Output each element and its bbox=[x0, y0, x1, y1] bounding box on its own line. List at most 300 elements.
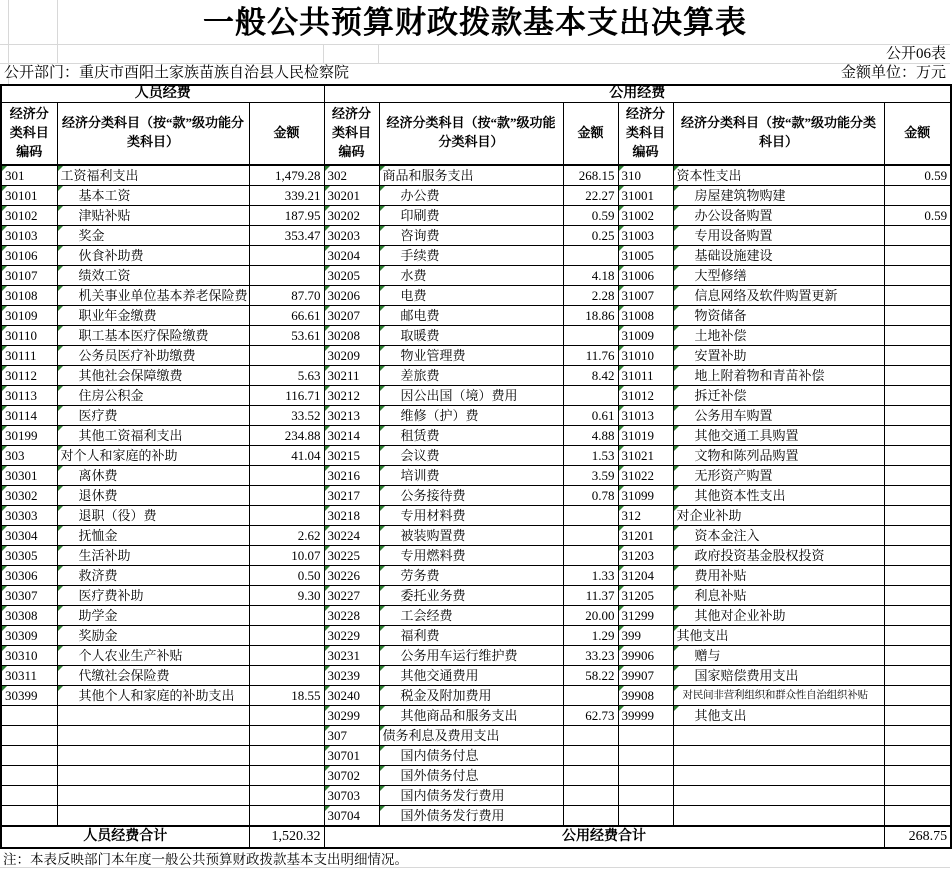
amount-cell bbox=[884, 445, 951, 465]
public-total-label: 公用经费合计 bbox=[324, 826, 884, 848]
table-row bbox=[1, 165, 951, 186]
code-cell: 30239 bbox=[324, 665, 379, 685]
amount-cell: 116.71 bbox=[249, 385, 324, 405]
table-body bbox=[1, 165, 951, 826]
table-row bbox=[1, 525, 951, 545]
amount-cell bbox=[563, 325, 618, 345]
amount-cell: 1.29 bbox=[563, 625, 618, 645]
amount-cell: 0.59 bbox=[884, 205, 951, 225]
code-cell: 31009 bbox=[618, 325, 673, 345]
subject-cell: 房屋建筑物购建 bbox=[673, 185, 884, 205]
code-cell bbox=[1, 705, 57, 725]
code-cell: 39907 bbox=[618, 665, 673, 685]
amount-cell bbox=[884, 345, 951, 365]
column-header-row bbox=[1, 103, 951, 165]
amount-cell bbox=[884, 585, 951, 605]
subject-cell: 工会经费 bbox=[379, 605, 563, 625]
code-cell: 301 bbox=[1, 165, 57, 186]
subject-cell: 公务用车运行维护费 bbox=[379, 645, 563, 665]
code-cell: 31203 bbox=[618, 545, 673, 565]
code-cell: 30106 bbox=[1, 245, 57, 265]
subject-cell: 国内债务发行费用 bbox=[379, 785, 563, 805]
table-row bbox=[1, 445, 951, 465]
table-row bbox=[1, 645, 951, 665]
subject-cell bbox=[57, 705, 249, 725]
amount-cell: 1.53 bbox=[563, 445, 618, 465]
amount-cell: 11.76 bbox=[563, 345, 618, 365]
subject-cell: 水费 bbox=[379, 265, 563, 285]
code-cell: 30701 bbox=[324, 745, 379, 765]
table-row bbox=[1, 425, 951, 445]
subject-cell: 国外债务付息 bbox=[379, 765, 563, 785]
code-cell: 30216 bbox=[324, 465, 379, 485]
code-cell: 30108 bbox=[1, 285, 57, 305]
amount-cell: 8.42 bbox=[563, 365, 618, 385]
col-header-code: 经济分类科目编码 bbox=[324, 103, 379, 165]
amount-cell bbox=[884, 225, 951, 245]
subject-cell bbox=[673, 725, 884, 745]
table-row bbox=[1, 485, 951, 505]
subject-cell: 邮电费 bbox=[379, 305, 563, 325]
amount-cell: 0.59 bbox=[884, 165, 951, 186]
amount-cell bbox=[249, 485, 324, 505]
code-cell: 30229 bbox=[324, 625, 379, 645]
subject-cell: 职业年金缴费 bbox=[57, 305, 249, 325]
subject-cell: 培训费 bbox=[379, 465, 563, 485]
subject-cell: 离休费 bbox=[57, 465, 249, 485]
amount-cell bbox=[884, 525, 951, 545]
col-header-subject: 经济分类科目（按“款”级功能分类科目） bbox=[57, 103, 249, 165]
subject-cell: 专用设备购置 bbox=[673, 225, 884, 245]
code-cell: 31007 bbox=[618, 285, 673, 305]
amount-cell bbox=[249, 465, 324, 485]
subject-cell bbox=[673, 805, 884, 826]
subject-cell: 其他个人和家庭的补助支出 bbox=[57, 685, 249, 705]
code-cell: 30101 bbox=[1, 185, 57, 205]
amount-cell bbox=[249, 805, 324, 826]
subject-cell: 费用补贴 bbox=[673, 565, 884, 585]
subject-cell: 赠与 bbox=[673, 645, 884, 665]
amount-cell: 10.07 bbox=[249, 545, 324, 565]
subject-cell: 对民间非营利组织和群众性自治组织补贴 bbox=[673, 685, 884, 705]
subject-cell: 医疗费补助 bbox=[57, 585, 249, 605]
code-cell: 30113 bbox=[1, 385, 57, 405]
amount-cell bbox=[563, 685, 618, 705]
amount-cell: 58.22 bbox=[563, 665, 618, 685]
amount-cell bbox=[884, 745, 951, 765]
amount-cell: 3.59 bbox=[563, 465, 618, 485]
code-cell: 30112 bbox=[1, 365, 57, 385]
code-cell: 30218 bbox=[324, 505, 379, 525]
amount-cell bbox=[884, 325, 951, 345]
amount-cell bbox=[249, 765, 324, 785]
code-cell: 30217 bbox=[324, 485, 379, 505]
code-cell: 31013 bbox=[618, 405, 673, 425]
gridline bbox=[0, 44, 950, 45]
unit-label: 金额单位：万元 bbox=[840, 65, 946, 81]
gridline bbox=[378, 44, 379, 63]
amount-cell: 353.47 bbox=[249, 225, 324, 245]
code-cell: 30209 bbox=[324, 345, 379, 365]
amount-cell bbox=[884, 425, 951, 445]
subject-cell: 国内债务付息 bbox=[379, 745, 563, 765]
subject-cell: 劳务费 bbox=[379, 565, 563, 585]
subject-cell: 无形资产购置 bbox=[673, 465, 884, 485]
table-row bbox=[1, 185, 951, 205]
subject-cell: 国家赔偿费用支出 bbox=[673, 665, 884, 685]
subject-cell: 津贴补贴 bbox=[57, 205, 249, 225]
code-cell: 31006 bbox=[618, 265, 673, 285]
code-cell bbox=[618, 785, 673, 805]
subject-cell: 住房公积金 bbox=[57, 385, 249, 405]
subject-cell: 专用材料费 bbox=[379, 505, 563, 525]
amount-cell bbox=[249, 745, 324, 765]
subject-cell: 资本性支出 bbox=[673, 165, 884, 186]
amount-cell bbox=[884, 645, 951, 665]
code-cell: 30310 bbox=[1, 645, 57, 665]
subject-cell: 利息补贴 bbox=[673, 585, 884, 605]
subject-cell: 代缴社会保险费 bbox=[57, 665, 249, 685]
amount-cell bbox=[249, 785, 324, 805]
amount-cell: 33.52 bbox=[249, 405, 324, 425]
table-row bbox=[1, 765, 951, 785]
subject-cell: 国外债务发行费用 bbox=[379, 805, 563, 826]
code-cell: 30704 bbox=[324, 805, 379, 826]
amount-cell bbox=[884, 265, 951, 285]
amount-cell: 1,479.28 bbox=[249, 165, 324, 186]
code-cell: 307 bbox=[324, 725, 379, 745]
table-row bbox=[1, 285, 951, 305]
amount-cell bbox=[249, 625, 324, 645]
amount-cell bbox=[884, 565, 951, 585]
subject-cell: 印刷费 bbox=[379, 205, 563, 225]
subject-cell: 机关事业单位基本养老保险费 bbox=[57, 285, 249, 305]
col-header-amount: 金额 bbox=[563, 103, 618, 165]
code-cell: 399 bbox=[618, 625, 673, 645]
gridline bbox=[323, 44, 324, 63]
table-row bbox=[1, 365, 951, 385]
col-header-code: 经济分类科目编码 bbox=[618, 103, 673, 165]
footnote: 注：本表反映部门本年度一般公共预算财政拨款基本支出明细情况。 bbox=[0, 849, 950, 868]
subject-cell: 基本工资 bbox=[57, 185, 249, 205]
table-row bbox=[1, 325, 951, 345]
code-cell: 31099 bbox=[618, 485, 673, 505]
amount-cell bbox=[884, 625, 951, 645]
code-cell: 30203 bbox=[324, 225, 379, 245]
table-row bbox=[1, 545, 951, 565]
col-header-amount: 金额 bbox=[884, 103, 951, 165]
subject-cell: 基础设施建设 bbox=[673, 245, 884, 265]
amount-cell bbox=[563, 385, 618, 405]
code-cell bbox=[618, 765, 673, 785]
code-cell: 30225 bbox=[324, 545, 379, 565]
code-cell: 31012 bbox=[618, 385, 673, 405]
code-cell: 30214 bbox=[324, 425, 379, 445]
code-cell: 30231 bbox=[324, 645, 379, 665]
subject-cell: 商品和服务支出 bbox=[379, 165, 563, 186]
amount-cell bbox=[884, 485, 951, 505]
subject-cell: 安置补助 bbox=[673, 345, 884, 365]
code-cell: 30301 bbox=[1, 465, 57, 485]
subject-cell: 公务接待费 bbox=[379, 485, 563, 505]
subject-cell: 电费 bbox=[379, 285, 563, 305]
code-cell: 31022 bbox=[618, 465, 673, 485]
table-row bbox=[1, 605, 951, 625]
table-row bbox=[1, 465, 951, 485]
code-cell: 30109 bbox=[1, 305, 57, 325]
subject-cell: 差旅费 bbox=[379, 365, 563, 385]
expenditure-table bbox=[0, 84, 952, 849]
subject-cell: 助学金 bbox=[57, 605, 249, 625]
code-cell: 30299 bbox=[324, 705, 379, 725]
code-cell: 30228 bbox=[324, 605, 379, 625]
subject-cell: 委托业务费 bbox=[379, 585, 563, 605]
subject-cell: 个人农业生产补贴 bbox=[57, 645, 249, 665]
amount-cell bbox=[563, 745, 618, 765]
subject-cell: 大型修缮 bbox=[673, 265, 884, 285]
table-row bbox=[1, 245, 951, 265]
amount-cell bbox=[249, 265, 324, 285]
amount-cell: 0.59 bbox=[563, 205, 618, 225]
table-row bbox=[1, 705, 951, 725]
code-cell: 30309 bbox=[1, 625, 57, 645]
amount-cell: 9.30 bbox=[249, 585, 324, 605]
code-cell: 30308 bbox=[1, 605, 57, 625]
amount-cell: 87.70 bbox=[249, 285, 324, 305]
code-cell: 30399 bbox=[1, 685, 57, 705]
amount-cell bbox=[884, 805, 951, 826]
code-cell: 39999 bbox=[618, 705, 673, 725]
code-cell: 30207 bbox=[324, 305, 379, 325]
subject-cell bbox=[57, 765, 249, 785]
amount-cell: 4.88 bbox=[563, 425, 618, 445]
subject-cell: 物资储备 bbox=[673, 305, 884, 325]
code-cell: 31002 bbox=[618, 205, 673, 225]
amount-cell bbox=[249, 705, 324, 725]
subject-cell: 取暖费 bbox=[379, 325, 563, 345]
subject-cell: 其他支出 bbox=[673, 705, 884, 725]
table-row bbox=[1, 585, 951, 605]
subject-cell: 其他支出 bbox=[673, 625, 884, 645]
subject-cell: 被装购置费 bbox=[379, 525, 563, 545]
table-row bbox=[1, 685, 951, 705]
subject-cell bbox=[57, 745, 249, 765]
amount-cell bbox=[884, 285, 951, 305]
subject-cell: 退职（役）费 bbox=[57, 505, 249, 525]
subject-cell bbox=[673, 785, 884, 805]
subject-cell: 其他工资福利支出 bbox=[57, 425, 249, 445]
amount-cell bbox=[884, 545, 951, 565]
code-cell bbox=[1, 745, 57, 765]
code-cell: 31021 bbox=[618, 445, 673, 465]
amount-cell: 18.55 bbox=[249, 685, 324, 705]
code-cell: 30702 bbox=[324, 765, 379, 785]
code-cell: 30311 bbox=[1, 665, 57, 685]
amount-cell: 11.37 bbox=[563, 585, 618, 605]
amount-cell bbox=[249, 345, 324, 365]
code-cell: 30240 bbox=[324, 685, 379, 705]
code-cell: 30306 bbox=[1, 565, 57, 585]
subject-cell: 抚恤金 bbox=[57, 525, 249, 545]
code-cell: 30110 bbox=[1, 325, 57, 345]
subject-cell: 其他资本性支出 bbox=[673, 485, 884, 505]
table-number: 公开06表 bbox=[885, 46, 946, 62]
amount-cell bbox=[884, 305, 951, 325]
subject-cell: 对企业补助 bbox=[673, 505, 884, 525]
code-cell: 30103 bbox=[1, 225, 57, 245]
amount-cell: 339.21 bbox=[249, 185, 324, 205]
table-row bbox=[1, 565, 951, 585]
subject-cell: 文物和陈列品购置 bbox=[673, 445, 884, 465]
subject-cell: 专用燃料费 bbox=[379, 545, 563, 565]
code-cell: 31019 bbox=[618, 425, 673, 445]
table-row bbox=[1, 305, 951, 325]
table-row bbox=[1, 405, 951, 425]
code-cell: 30226 bbox=[324, 565, 379, 585]
subject-cell: 资本金注入 bbox=[673, 525, 884, 545]
subject-cell: 债务利息及费用支出 bbox=[379, 725, 563, 745]
subject-cell: 其他对企业补助 bbox=[673, 605, 884, 625]
table-row bbox=[1, 505, 951, 525]
amount-cell: 4.18 bbox=[563, 265, 618, 285]
amount-cell: 62.73 bbox=[563, 705, 618, 725]
code-cell: 30205 bbox=[324, 265, 379, 285]
amount-cell: 41.04 bbox=[249, 445, 324, 465]
subject-cell: 医疗费 bbox=[57, 405, 249, 425]
code-cell bbox=[1, 765, 57, 785]
subject-cell: 其他商品和服务支出 bbox=[379, 705, 563, 725]
subject-cell: 物业管理费 bbox=[379, 345, 563, 365]
col-header-subject: 经济分类科目（按“款”级功能分类科目） bbox=[379, 103, 563, 165]
report-header bbox=[0, 0, 950, 84]
code-cell: 312 bbox=[618, 505, 673, 525]
subject-cell: 办公费 bbox=[379, 185, 563, 205]
code-cell: 303 bbox=[1, 445, 57, 465]
code-cell bbox=[1, 785, 57, 805]
amount-cell bbox=[249, 645, 324, 665]
amount-cell bbox=[563, 785, 618, 805]
code-cell: 30303 bbox=[1, 505, 57, 525]
amount-cell bbox=[884, 725, 951, 745]
total-row bbox=[1, 826, 951, 848]
group-header-personnel: 人员经费 bbox=[1, 85, 324, 103]
code-cell: 310 bbox=[618, 165, 673, 186]
code-cell bbox=[1, 725, 57, 745]
subject-cell: 拆迁补偿 bbox=[673, 385, 884, 405]
table-row bbox=[1, 205, 951, 225]
amount-cell bbox=[563, 525, 618, 545]
amount-cell: 33.23 bbox=[563, 645, 618, 665]
amount-cell bbox=[884, 405, 951, 425]
code-cell: 30227 bbox=[324, 585, 379, 605]
col-header-code: 经济分类科目编码 bbox=[1, 103, 57, 165]
subject-cell: 其他交通费用 bbox=[379, 665, 563, 685]
subject-cell bbox=[57, 785, 249, 805]
subject-cell: 信息网络及软件购置更新 bbox=[673, 285, 884, 305]
amount-cell: 66.61 bbox=[249, 305, 324, 325]
amount-cell: 234.88 bbox=[249, 425, 324, 445]
code-cell: 30212 bbox=[324, 385, 379, 405]
code-cell: 30199 bbox=[1, 425, 57, 445]
col-header-amount: 金额 bbox=[249, 103, 324, 165]
code-cell: 31299 bbox=[618, 605, 673, 625]
amount-cell bbox=[884, 465, 951, 485]
table-row bbox=[1, 345, 951, 365]
code-cell: 30304 bbox=[1, 525, 57, 545]
amount-cell bbox=[884, 185, 951, 205]
code-cell: 31005 bbox=[618, 245, 673, 265]
code-cell: 30204 bbox=[324, 245, 379, 265]
code-cell: 30114 bbox=[1, 405, 57, 425]
subject-cell bbox=[57, 805, 249, 826]
subject-cell bbox=[673, 745, 884, 765]
subject-cell: 其他社会保障缴费 bbox=[57, 365, 249, 385]
code-cell: 30102 bbox=[1, 205, 57, 225]
amount-cell: 53.61 bbox=[249, 325, 324, 345]
amount-cell bbox=[884, 765, 951, 785]
amount-cell bbox=[884, 505, 951, 525]
subject-cell: 退休费 bbox=[57, 485, 249, 505]
amount-cell: 0.50 bbox=[249, 565, 324, 585]
subject-cell: 工资福利支出 bbox=[57, 165, 249, 186]
code-cell: 30307 bbox=[1, 585, 57, 605]
subject-cell: 办公设备购置 bbox=[673, 205, 884, 225]
subject-cell: 公务用车购置 bbox=[673, 405, 884, 425]
amount-cell: 0.78 bbox=[563, 485, 618, 505]
code-cell: 30202 bbox=[324, 205, 379, 225]
subject-cell: 税金及附加费用 bbox=[379, 685, 563, 705]
subject-cell: 政府投资基金股权投资 bbox=[673, 545, 884, 565]
table-row bbox=[1, 725, 951, 745]
amount-cell bbox=[563, 545, 618, 565]
code-cell: 30201 bbox=[324, 185, 379, 205]
code-cell: 302 bbox=[324, 165, 379, 186]
code-cell bbox=[618, 805, 673, 826]
subject-cell: 咨询费 bbox=[379, 225, 563, 245]
amount-cell: 0.25 bbox=[563, 225, 618, 245]
subject-cell: 绩效工资 bbox=[57, 265, 249, 285]
table-row bbox=[1, 745, 951, 765]
table-row bbox=[1, 805, 951, 826]
code-cell: 31011 bbox=[618, 365, 673, 385]
table-row bbox=[1, 265, 951, 285]
code-cell: 30215 bbox=[324, 445, 379, 465]
amount-cell: 187.95 bbox=[249, 205, 324, 225]
code-cell: 30211 bbox=[324, 365, 379, 385]
subject-cell: 土地补偿 bbox=[673, 325, 884, 345]
code-cell: 31201 bbox=[618, 525, 673, 545]
code-cell: 31205 bbox=[618, 585, 673, 605]
amount-cell bbox=[249, 245, 324, 265]
subject-cell: 维修（护）费 bbox=[379, 405, 563, 425]
subject-cell: 奖励金 bbox=[57, 625, 249, 645]
code-cell: 39906 bbox=[618, 645, 673, 665]
subject-cell: 生活补助 bbox=[57, 545, 249, 565]
amount-cell: 268.15 bbox=[563, 165, 618, 186]
code-cell bbox=[1, 805, 57, 826]
code-cell: 31010 bbox=[618, 345, 673, 365]
subject-cell: 其他交通工具购置 bbox=[673, 425, 884, 445]
col-header-subject: 经济分类科目（按“款”级功能分类科目） bbox=[673, 103, 884, 165]
amount-cell bbox=[884, 705, 951, 725]
personnel-total-amount: 1,520.32 bbox=[249, 826, 324, 848]
code-cell: 30703 bbox=[324, 785, 379, 805]
code-cell: 30224 bbox=[324, 525, 379, 545]
code-cell: 31003 bbox=[618, 225, 673, 245]
amount-cell bbox=[563, 765, 618, 785]
amount-cell bbox=[249, 665, 324, 685]
table-row bbox=[1, 785, 951, 805]
